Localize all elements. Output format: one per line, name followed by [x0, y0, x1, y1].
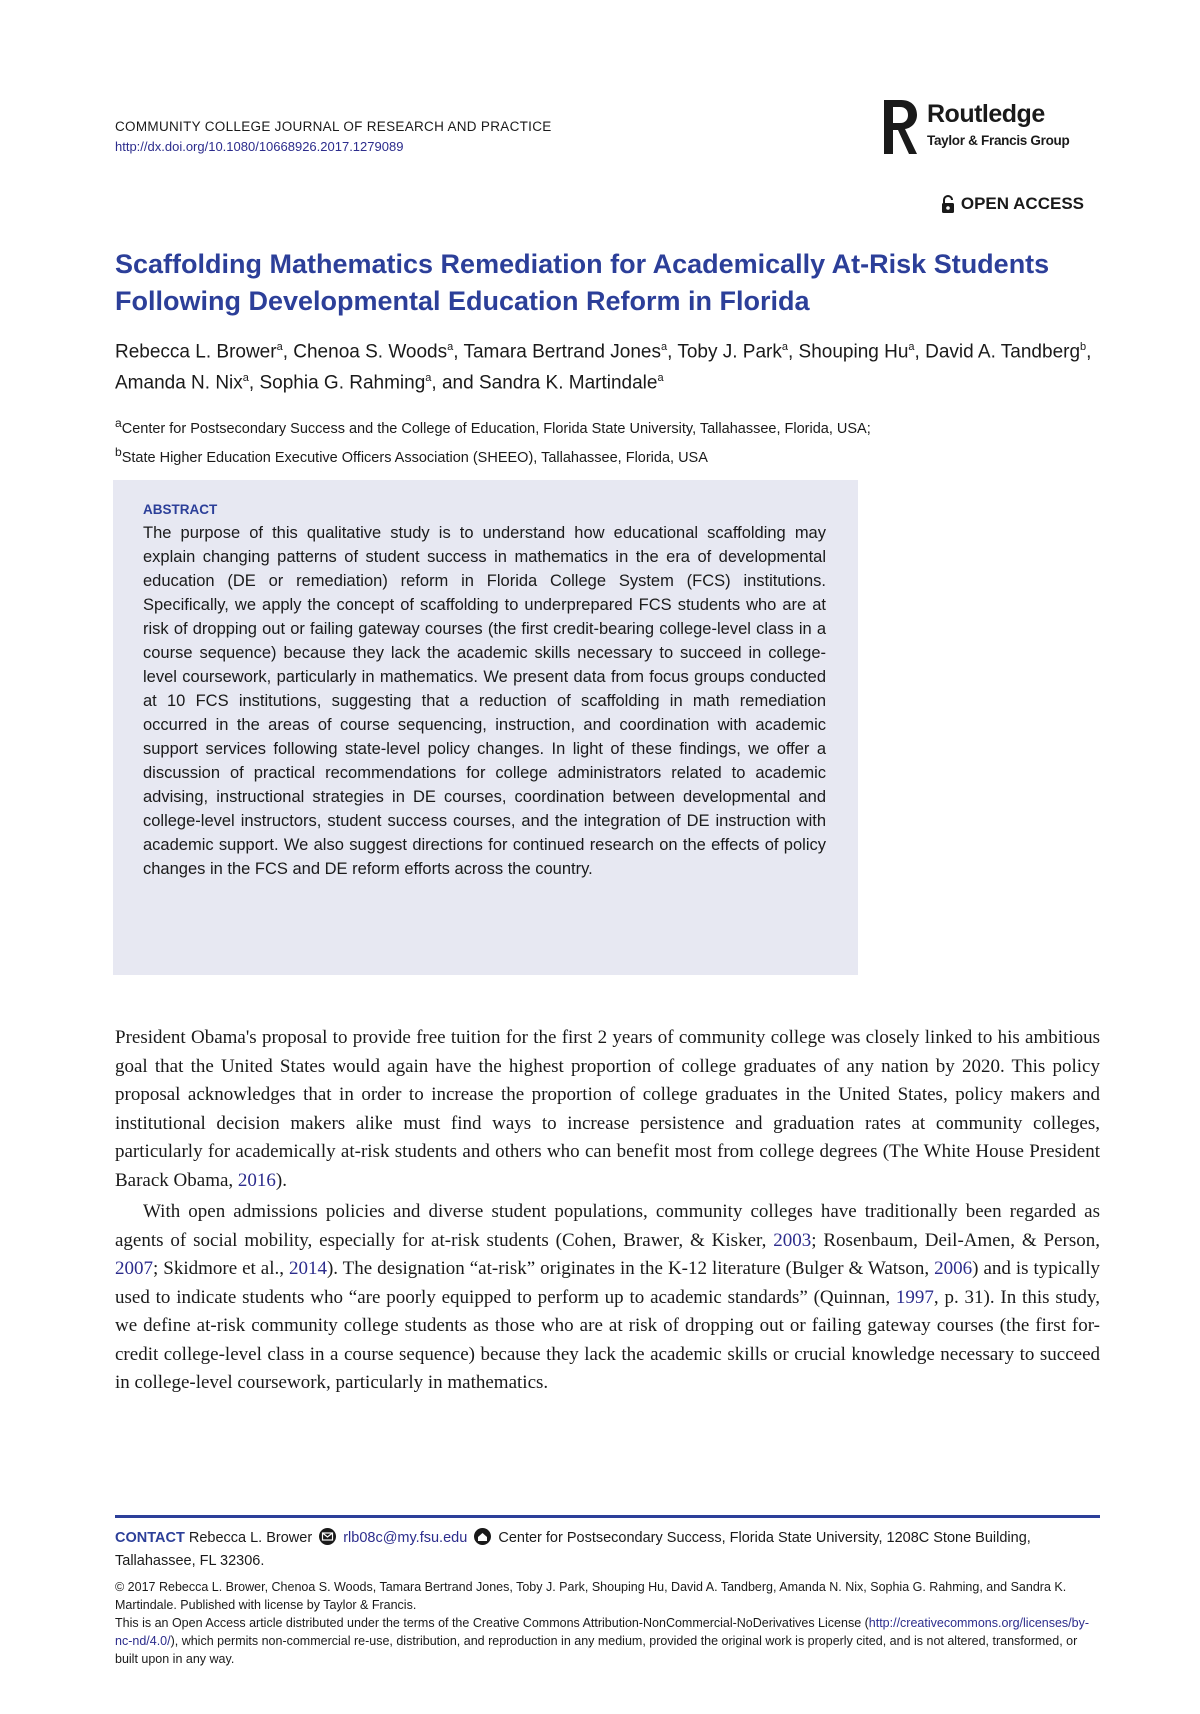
- citation-link[interactable]: 2003: [773, 1229, 812, 1251]
- abstract-box: [113, 480, 858, 975]
- contact-address: Center for Postsecondary Success, Florida State University, 1208C Stone Building, Tallahassee, FL 32306.: [115, 1530, 1031, 1569]
- author-affiliation-mark: a: [660, 341, 668, 353]
- author-affiliation-mark: a: [781, 341, 788, 353]
- publisher-name: Routledge: [927, 100, 1045, 128]
- author-affiliation-mark: a: [276, 341, 283, 353]
- license-notice: This is an Open Access article distributed under the terms of the Creative Commons Attribution-NonCommercial-NoDerivatives License (http://creativecommons.org/licenses/by-nc-nd/4.0/), which permits non-commercial re-use, distribution, and reproduction in any medium, provided the original work is properly cited, and is not altered, transformed, or built upon in any way.: [115, 1616, 1090, 1666]
- affiliation-b: $^b$State Higher Education Executive Officers Association (SHEEO), Tallahassee, Florida, USA: [115, 444, 708, 466]
- license-link[interactable]: http://creativecommons.org/licenses/by-nc-nd/4.0/: [115, 1616, 1090, 1648]
- affiliation-a: $^a$Center for Postsecondary Success and the College of Education, Florida State University, Tallahassee, Florida, USA;: [115, 416, 871, 437]
- author-list: Rebecca L. Brower$^a$, Chenoa S. Woods$^a$, Tamara Bertrand Jones$^a$, Toby J. Park$^a$, Shouping Hu$^a$, David A. Tandberg$^b$, Amanda N. Nix$^a$, Sophia G. Rahming$^a$, and Sandra K. Martindale$^a$: [115, 341, 1092, 394]
- routledge-r-icon: [881, 98, 921, 156]
- author-affiliation-mark: a: [447, 341, 454, 353]
- paragraph-1: President Obama's proposal to provide free tuition for the first 2 years of community college was closely linked to his ambitious goal that the United States would again have the highest proportion of college graduates of any nation by 2020. This policy proposal acknowledges that in order to increase the proportion of college graduates in the United States, policy makers and institutional decision makers alike must find ways to increase persistence and graduation rates at community colleges, particularly for academically at-risk students and others who can benefit most from college degrees (The White House President Barack Obama, 2016).: [115, 1027, 1100, 1191]
- citation-link[interactable]: 1997: [895, 1286, 934, 1308]
- citation-link[interactable]: 2016: [237, 1169, 276, 1191]
- author-name: Tamara Bertrand Jones: [463, 341, 661, 363]
- author-affiliation-mark: b: [1080, 341, 1087, 353]
- citation-link[interactable]: 2007: [115, 1258, 153, 1279]
- affiliations: [115, 412, 1115, 470]
- contact-email-link[interactable]: rlb08c@my.fsu.edu: [343, 1530, 468, 1546]
- citation-link[interactable]: 2006: [934, 1258, 973, 1279]
- article-title: Scaffolding Mathematics Remediation for Academically At-Risk Students Following Developmental Education Reform in Florida: [115, 249, 1050, 316]
- author-name: Sandra K. Martindale: [478, 372, 658, 394]
- footer-divider: [115, 1515, 1100, 1518]
- contact-label: CONTACT: [115, 1530, 185, 1546]
- email-icon: [319, 1528, 336, 1545]
- publisher-logo: [881, 98, 1091, 160]
- author-name: Sophia G. Rahming: [259, 372, 426, 394]
- contact-name: Rebecca L. Brower: [188, 1530, 313, 1546]
- abstract-heading: ABSTRACT: [143, 502, 218, 517]
- doi-link[interactable]: http://dx.doi.org/10.1080/10668926.2017.1279089: [115, 139, 404, 154]
- author-name: Toby J. Park: [677, 341, 782, 363]
- author-affiliation-mark: a: [657, 372, 664, 385]
- open-lock-icon: [941, 195, 955, 214]
- author-name: David A. Tandberg: [925, 341, 1081, 363]
- open-access-label: OPEN ACCESS: [960, 194, 1084, 213]
- author-affiliation-mark: a: [425, 372, 432, 385]
- author-name: Chenoa S. Woods: [293, 341, 448, 363]
- citation-link[interactable]: 2014: [288, 1258, 327, 1279]
- copyright-notice: © 2017 Rebecca L. Brower, Chenoa S. Woods, Tamara Bertrand Jones, Toby J. Park, Shouping Hu, David A. Tandberg, Amanda N. Nix, Sophia G. Rahming, and Sandra K. Martindale. Published with license by Taylor & Francis.: [115, 1580, 1067, 1612]
- copyright-license: [115, 1578, 1100, 1668]
- journal-name: COMMUNITY COLLEGE JOURNAL OF RESEARCH AND PRACTICE: [115, 119, 552, 134]
- publisher-group: Taylor & Francis Group: [927, 133, 1070, 148]
- author-affiliation-mark: a: [908, 341, 915, 353]
- author-affiliation-mark: a: [242, 372, 249, 385]
- address-icon: [474, 1528, 491, 1545]
- abstract-text: The purpose of this qualitative study is to understand how educational scaffolding may explain changing patterns of student success in mathematics in the era of developmental education (DE or remediation) reform in Florida College System (FCS) institutions. Specifically, we apply the concept of scaffolding to underprepared FCS students who are at risk of dropping out or failing gateway courses (the first credit-bearing college-level class in a course sequence) because they lack the academic skills necessary to succeed in college-level coursework, particularly in mathematics. We present data from focus groups conducted at 10 FCS institutions, suggesting that a reduction of scaffolding in math remediation occurred in the areas of course sequencing, instruction, and coordination with academic support services following state-level policy changes. In light of these findings, we offer a discussion of practical recommendations for college administrators related to academic advising, instructional strategies in DE courses, coordination between developmental and college-level instructors, student success courses, and the integration of DE instruction with academic support. We also suggest directions for continued research on the effects of policy changes in the FCS and DE reform efforts across the country.: [143, 524, 826, 878]
- contact-info: [115, 1527, 1100, 1573]
- body-text: [115, 1024, 1100, 1398]
- author-name: Rebecca L. Brower: [115, 341, 277, 363]
- open-access-badge: [941, 194, 1084, 214]
- author-name: Shouping Hu: [798, 341, 909, 363]
- paragraph-2: With open admissions policies and diverse student populations, community colleges have traditionally been regarded as agents of social mobility, especially for at-risk students (Cohen, Brawer, & Kisker, 2003; Rosenbaum, Deil-Amen, & Person, 2007; Skidmore et al., 2014). The designation “at-risk” originates in the K-12 literature (Bulger & Watson, 2006) and is typically used to indicate students who “are poorly equipped to perform up to academic standards” (Quinnan, 1997, p. 31). In this study, we define at-risk community college students as those who are at risk of dropping out or failing gateway courses (the first for-credit college-level class in a course sequence) because they lack the academic skills or crucial knowledge necessary to succeed in college-level coursework, particularly in mathematics.: [115, 1201, 1101, 1393]
- author-name: Amanda N. Nix: [115, 372, 243, 394]
